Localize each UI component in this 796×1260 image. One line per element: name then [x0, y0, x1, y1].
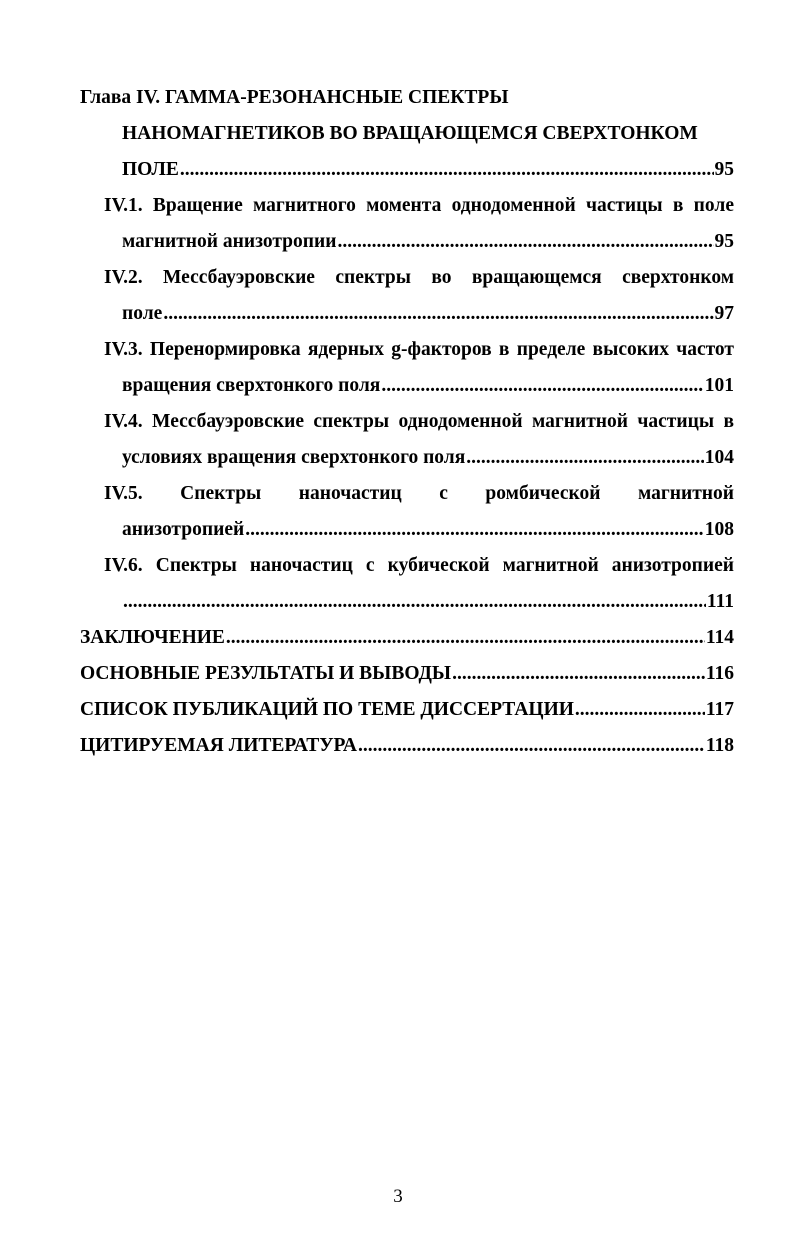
toc-entry-title: ЦИТИРУЕМАЯ ЛИТЕРАТУРА	[80, 735, 358, 756]
toc-entry-title: ЗАКЛЮЧЕНИЕ	[80, 627, 225, 648]
toc-entry-page: 111	[706, 591, 734, 612]
dot-leader	[123, 588, 706, 616]
chapter-title-line-2	[122, 120, 734, 156]
toc-entry-iv6-line-1[interactable]	[104, 552, 734, 588]
toc-entry-iv1-line-1[interactable]	[104, 192, 734, 228]
dot-leader	[180, 156, 714, 184]
toc-entry-page: 108	[704, 519, 734, 540]
chapter-title-line-3[interactable]	[122, 156, 734, 192]
toc-entry-iv1-line-2[interactable]	[122, 228, 734, 264]
toc-entry-page: 116	[705, 663, 734, 684]
chapter-title-line-1	[80, 84, 734, 120]
toc-entry-title: IV.6. Спектры наночастиц с кубической магнитной анизотропией	[104, 555, 734, 576]
dot-leader	[163, 300, 713, 328]
dot-leader	[226, 624, 705, 652]
toc-entry-main-results[interactable]	[80, 660, 734, 696]
toc-entry-title: IV.4. Мессбауэровские спектры однодоменной магнитной частицы в	[104, 411, 734, 432]
toc-entry-conclusion[interactable]	[80, 624, 734, 660]
toc-entry-page: 114	[705, 627, 734, 648]
toc-entry-page: 118	[705, 735, 734, 756]
dot-leader	[358, 732, 705, 760]
toc-entry-title: IV.1. Вращение магнитного момента однодоменной частицы в поле	[104, 195, 734, 216]
toc-entry-publications[interactable]	[80, 696, 734, 732]
toc-entry-iv4-line-1[interactable]	[104, 408, 734, 444]
dot-leader	[245, 516, 704, 544]
table-of-contents	[80, 84, 734, 768]
toc-entry-page: 97	[714, 303, 734, 324]
chapter-title-text: ПОЛЕ	[122, 159, 179, 180]
toc-entry-title: условиях вращения сверхтонкого поля	[122, 447, 466, 468]
toc-entry-iv5-line-2[interactable]	[122, 516, 734, 552]
dot-leader	[466, 444, 703, 472]
toc-entry-iv4-line-2[interactable]	[122, 444, 734, 480]
toc-entry-iv2-line-1[interactable]	[104, 264, 734, 300]
toc-entry-title: магнитной анизотропии	[122, 231, 337, 252]
toc-entry-iv3-line-2[interactable]	[122, 372, 734, 408]
toc-entry-title: вращения сверхтонкого поля	[122, 375, 381, 396]
toc-entry-page: 95	[714, 231, 734, 252]
toc-entry-iv5-line-1[interactable]	[104, 480, 734, 516]
chapter-title-text: Глава IV. ГАММА-РЕЗОНАНСНЫЕ СПЕКТРЫ	[80, 87, 509, 108]
chapter-title-text: НАНОМАГНЕТИКОВ ВО ВРАЩАЮЩЕМСЯ СВЕРХТОНКОМ	[122, 123, 698, 144]
dot-leader	[575, 696, 705, 724]
toc-entry-title: ОСНОВНЫЕ РЕЗУЛЬТАТЫ И ВЫВОДЫ	[80, 663, 452, 684]
toc-entry-iv6-line-2[interactable]	[122, 588, 734, 624]
toc-entry-references[interactable]	[80, 732, 734, 768]
toc-entry-iv3-line-1[interactable]	[104, 336, 734, 372]
toc-entry-title: IV.2. Мессбауэровские спектры во вращающемся сверхтонком	[104, 267, 734, 288]
dot-leader	[452, 660, 705, 688]
toc-entry-title: IV.3. Перенормировка ядерных g-факторов в пределе высоких частот	[104, 339, 734, 360]
page-number: 3	[393, 1186, 403, 1207]
toc-entry-title: анизотропией	[122, 519, 245, 540]
toc-entry-iv2-line-2[interactable]	[122, 300, 734, 336]
toc-entry-page: 101	[704, 375, 734, 396]
toc-entry-page: 117	[705, 699, 734, 720]
toc-entry-title: IV.5. Спектры наночастиц с ромбической магнитной	[104, 483, 734, 504]
dot-leader	[337, 228, 713, 256]
toc-entry-page: 104	[704, 447, 734, 468]
toc-entry-title: СПИСОК ПУБЛИКАЦИЙ ПО ТЕМЕ ДИССЕРТАЦИИ	[80, 699, 574, 720]
dot-leader	[381, 372, 703, 400]
toc-entry-title: поле	[122, 303, 163, 324]
chapter-page-number: 95	[714, 159, 734, 180]
